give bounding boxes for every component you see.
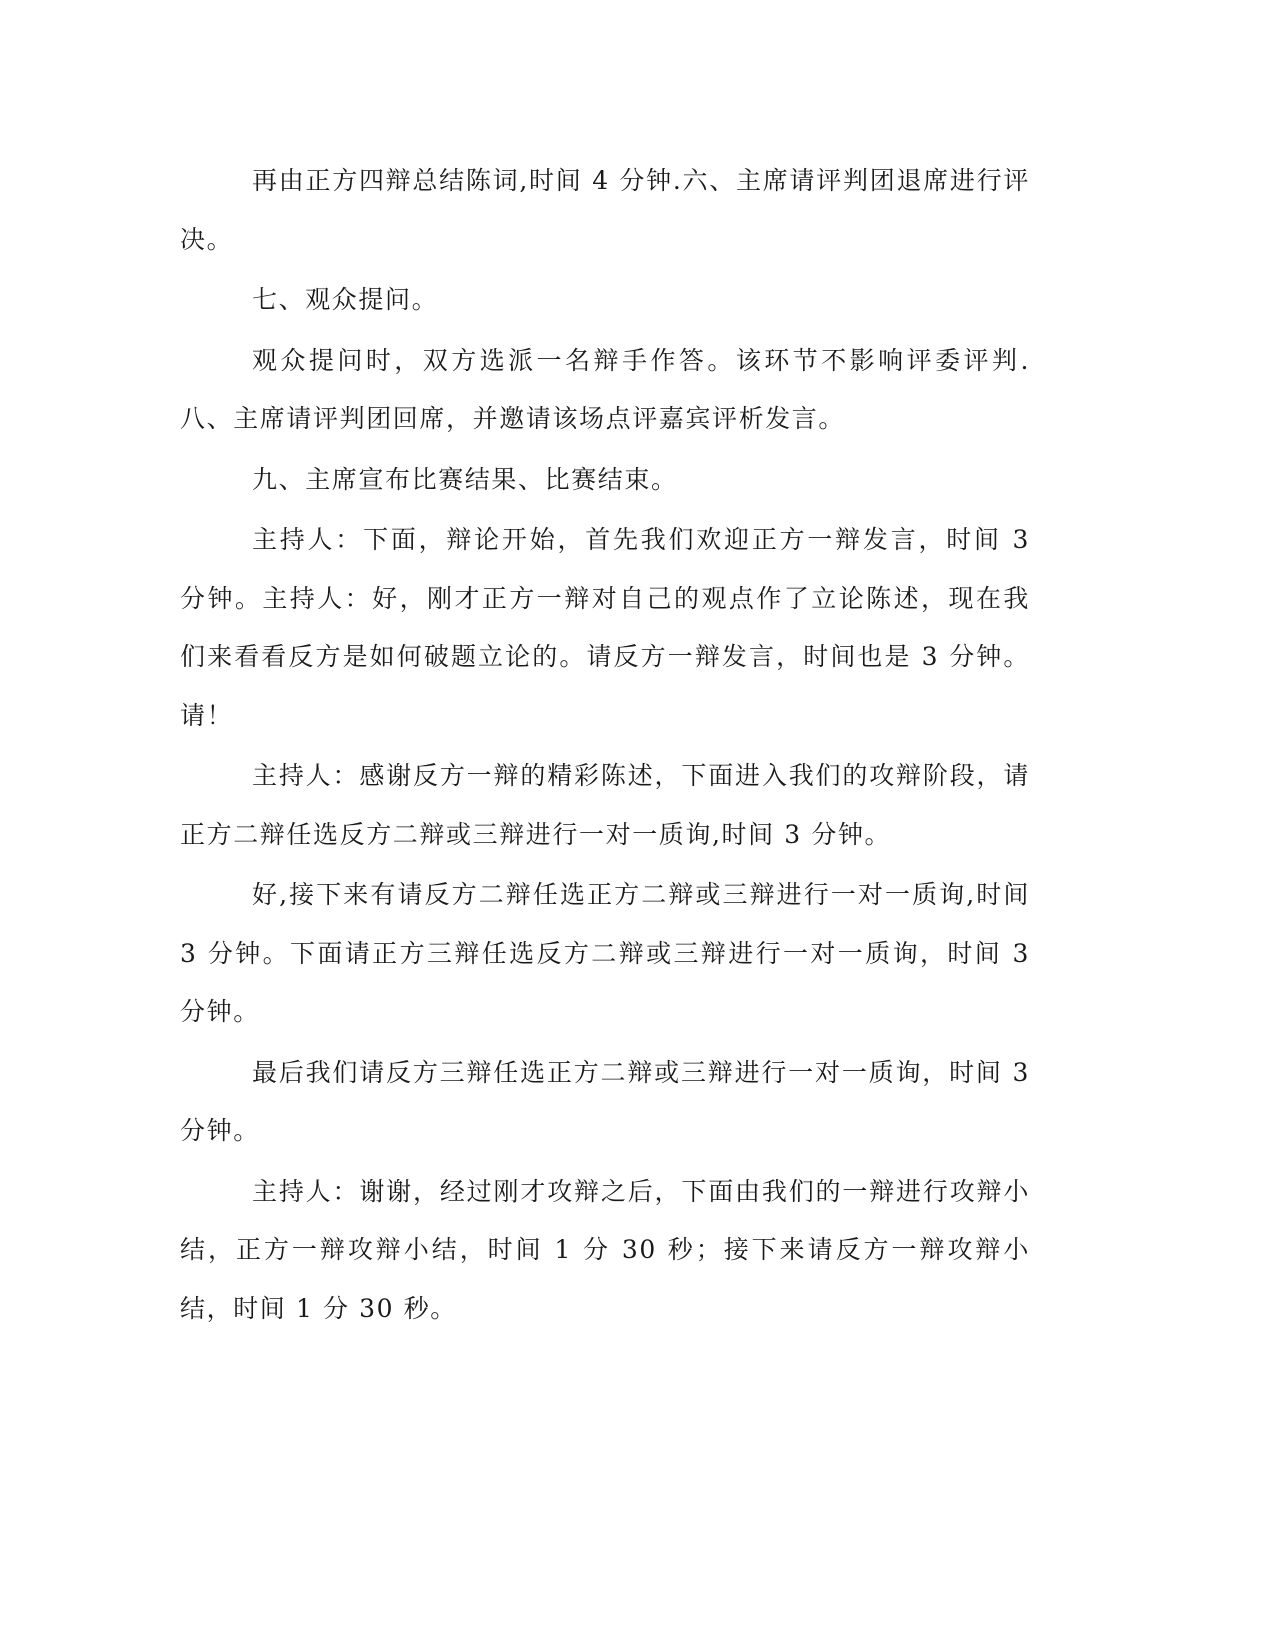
- paragraph-summary-and-judges-leave: 再由正方四辩总结陈词,时间 4 分钟.六、主席请评判团退席进行评决。: [180, 166, 1030, 254]
- paragraph-cross-examination-final: 最后我们请反方三辩任选正方二辩或三辩进行一对一质询，时间 3 分钟。: [180, 1057, 1030, 1145]
- paragraph-audience-questions-heading: 七、观众提问。: [252, 285, 439, 314]
- paragraph-announce-results: 九、主席宣布比赛结果、比赛结束。: [252, 464, 678, 494]
- paragraph-opening-statements: 主持人：下面，辩论开始，首先我们欢迎正方一辩发言，时间 3 分钟。主持人：好，刚才正方一辩对自己的观点作了立论陈述，现在我们来看看反方是如何破题立论的。请反方一辩发言，时间也是 3 分钟。请！: [180, 525, 1030, 730]
- paragraph-audience-questions: 观众提问时，双方选派一名辩手作答。该环节不影响评委评判.八、主席请评判团回席，并邀请该场点评嘉宾评析发言。: [180, 345, 1030, 433]
- paragraph-cross-examination-summary: 主持人：谢谢，经过刚才攻辩之后，下面由我们的一辩进行攻辩小结，正方一辩攻辩小结，时间 1 分 30 秒；接下来请反方一辩攻辩小结，时间 1 分 30 秒。: [180, 1176, 1030, 1323]
- paragraph-cross-examination-continue: 好,接下来有请反方二辩任选正方二辩或三辩进行一对一质询,时间 3 分钟。下面请正方三辩任选反方二辩或三辩进行一对一质询，时间 3 分钟。: [180, 880, 1030, 1026]
- paragraph-cross-examination-start: 主持人：感谢反方一辩的精彩陈述，下面进入我们的攻辩阶段，请正方二辩任选反方二辩或三辩进行一对一质询,时间 3 分钟。: [180, 761, 1030, 849]
- document-body: [180, 152, 1030, 1340]
